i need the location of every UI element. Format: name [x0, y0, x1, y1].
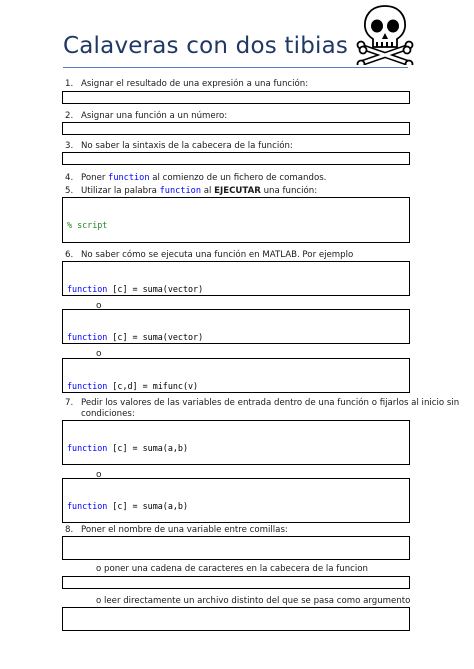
item-number: 3. [65, 141, 74, 151]
item-number: 8. [65, 525, 74, 535]
item-3 [65, 141, 293, 152]
skull-crossbones-icon [356, 3, 414, 65]
alternative-separator: o [96, 349, 102, 359]
item-text: Asignar el resultado de una expresión a una función: [81, 79, 309, 89]
code-text: [c,d] = mifunc(v) [107, 380, 199, 391]
code-keyword: function [67, 380, 108, 391]
inline-keyword: function [159, 186, 202, 196]
item-8-alt-2: o leer directamente un archivo distinto del que se pasa como argumento [96, 596, 411, 606]
code-line [67, 284, 405, 294]
code-block-1 [62, 91, 410, 104]
code-keyword: function [67, 283, 108, 294]
item-7-continuation: condiciones: [81, 409, 135, 419]
code-text: [c] = suma(a,b) [107, 442, 189, 453]
item-7 [65, 398, 459, 409]
item-text: Utilizar la palabra [81, 186, 160, 196]
item-text: No saber cómo se ejecuta una función en MATLAB. Por ejemplo [81, 250, 354, 260]
code-line [67, 332, 405, 342]
code-text: [c] = suma(vector) [107, 283, 204, 294]
item-number: 6. [65, 250, 74, 260]
code-text [107, 559, 238, 560]
code-text: [c] = suma(a,b) [107, 500, 189, 511]
item-number: 5. [65, 186, 74, 196]
item-text: Poner el nombre de una variable entre comillas: [81, 525, 288, 535]
code-keyword: function [67, 442, 108, 453]
item-text: Pedir los valores de las variables de entrada dentro de una función o fijarlos al inicio sin [81, 398, 460, 408]
code-line [67, 381, 405, 391]
item-6 [65, 250, 353, 261]
item-number: 7. [65, 398, 74, 408]
item-text: al comienzo de un fichero de comandos. [149, 173, 327, 183]
title-underline [63, 67, 408, 68]
code-block-6c [62, 358, 410, 393]
code-keyword [67, 559, 107, 560]
code-block-7b [62, 478, 410, 523]
alternative-separator: o [96, 470, 102, 480]
code-block-6a [62, 261, 410, 296]
code-block-3 [62, 152, 410, 165]
item-number: 2. [65, 111, 74, 121]
item-1 [65, 79, 308, 90]
code-block-7a [62, 420, 410, 465]
item-number: 1. [65, 79, 74, 89]
code-text [107, 630, 238, 631]
code-keyword: function [67, 500, 108, 511]
item-4 [65, 173, 326, 184]
item-8 [65, 525, 288, 536]
item-bold: EJECUTAR [214, 186, 261, 196]
code-line [67, 559, 405, 560]
code-block-8c [62, 607, 410, 631]
code-block-8b [62, 576, 410, 589]
code-keyword [67, 630, 107, 631]
item-text: Poner [81, 173, 109, 183]
item-text: una función: [260, 186, 318, 196]
code-block-2 [62, 122, 410, 135]
item-2 [65, 111, 227, 122]
item-text: al [201, 186, 215, 196]
code-line [67, 630, 405, 631]
code-block-8a [62, 536, 410, 560]
item-8-alt-1: o poner una cadena de caracteres en la cabecera de la funcion [96, 564, 368, 574]
item-number: 4. [65, 173, 74, 183]
code-line [67, 501, 405, 511]
item-5 [65, 186, 317, 197]
code-comment: % script [67, 219, 108, 230]
inline-keyword: function [108, 173, 150, 183]
code-block-5 [62, 197, 410, 243]
code-block-6b [62, 309, 410, 344]
page-title: Calaveras con dos tibias [63, 33, 349, 59]
code-text: [c] = suma(vector) [107, 331, 204, 342]
alternative-separator: o [96, 301, 102, 311]
item-text: No saber la sintaxis de la cabecera de la función: [81, 141, 293, 151]
code-line [67, 443, 405, 453]
item-text: Asignar una función a un número: [81, 111, 228, 121]
code-keyword: function [67, 331, 108, 342]
